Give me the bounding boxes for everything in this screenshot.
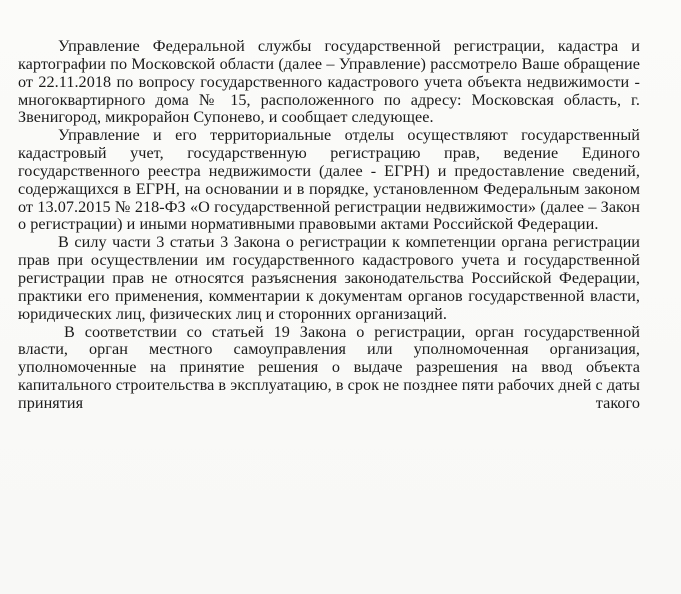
paragraph-4: В соответствии со статьей 19 Закона о регистрации, орган государственной власти, орган местного самоуправления или уполномоченная организация, уполномоченные на принятие решения о выдаче разрешения на ввод объекта капитального строительства в эксплуатацию, в срок не позднее пяти рабочих дней с даты принятия такого xyxy=(18,322,640,412)
document-body xyxy=(18,38,640,413)
paragraph-3: В силу части 3 статьи 3 Закона о регистрации к компетенции органа регистрации прав при осуществлении им государственного кадастрового учета и государственной регистрации прав не относятся разъяснения законодательства Российской Федерации, практики его применения, комментарии к документам органов государственной власти, юридических лиц, физических лиц и сторонних организаций. xyxy=(18,233,640,323)
paragraph-1: Управление Федеральной службы государственной регистрации, кадастра и картографии по Московской области (далее – Управление) рассмотрело Ваше обращение от 22.11.2018 по вопросу государственного кадастрового учета объекта недвижимости - многоквартирного дома № 15, расположенного по адресу: Московская область, г. Звенигород, микрорайон Супонево, и сообщает следующее. xyxy=(18,37,640,127)
paragraph-2: Управление и его территориальные отделы осуществляют государственный кадастровый учет, государственную регистрацию прав, ведение Единого государственного реестра недвижимости (далее - ЕГРН) и предоставление сведений, содержащихся в ЕГРН, на основании и в порядке, установленном Федеральным законом от 13.07.2015 № 218-ФЗ «О государственной регистрации недвижимости» (далее – Закон о регистрации) и иными нормативными правовыми актами Российской Федерации. xyxy=(18,126,640,234)
